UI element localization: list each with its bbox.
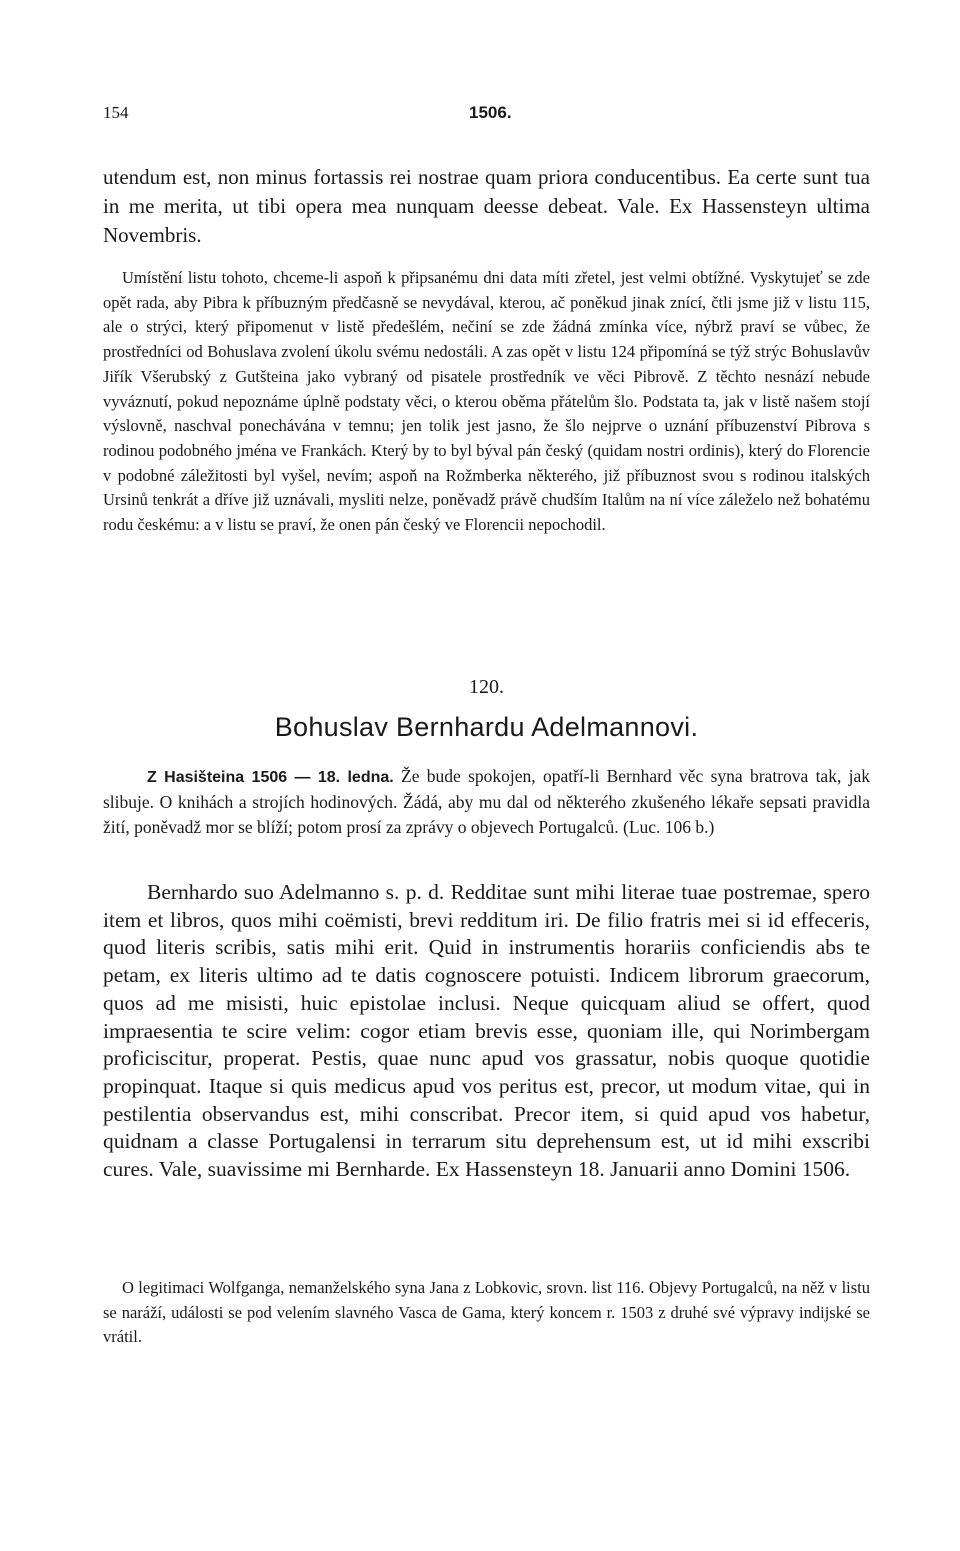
- footnote: O legitimaci Wolfganga, nemanželského syna Jana z Lobkovic, srovn. list 116. Objevy Portugalců, na něž v listu se naráží, události se pod velením slavného Vasca de Gama, který koncem r. 1503 z druhé své výpravy indijské se vrátil.: [103, 1278, 870, 1346]
- letter-body: Bernhardo suo Adelmanno s. p. d. Redditae sunt mihi literae tuae postremae, spero item et libros, quos mihi coëmisti, brevi redditum iri. De filio fratris mei si id effeceris, quod literis scribis, satis mihi erit. Quid in instrumentis horariis conficiendis abs te petam, ex literis ultimo ad te datis cognoscere potuisti. Indicem librorum graecorum, quos ad me misisti, huic epistolae inclusi. Neque quicquam aliud se offert, quod impraesentia te scire velim: cogor etiam brevis esse, quoniam ille, qui Norimbergam proficiscitur, properat. Pestis, quae nunc apud vos grassatur, nobis quoque quotidie propinquat. Itaque si quis medicus apud vos peritus est, precor, ut modum vitae, qui in pestilentia observandus est, mihi conscribat. Precor item, si quid apud vos habetur, quidnam a classe Portugalensi in terrarum situ deprehensum est, ut id mihi exscribi cures. Vale, suavissime mi Bernharde. Ex Hassensteyn 18. Januarii anno Domini 1506.: [103, 880, 870, 1182]
- running-head-year: 1506.: [469, 103, 512, 122]
- letter-title: Bohuslav Bernhardu Adelmannovi.: [274, 712, 699, 742]
- place-date: Z Hasišteina 1506 — 18. ledna.: [147, 769, 394, 786]
- commentary-paragraph: Umístění listu tohoto, chceme-li aspoň k připsanému dni data míti zřetel, jest velmi obtížné. Vyskytujeť se zde opět rada, aby Pibra k příbuzným předčasně se nevydával, kterou, ač poněkud jinak znící, čtli jsme již v listu 115, ale o strýci, který připomenut v listě předešlém, nečiní se zde žádná zmínka více, nýbrž praví se vůbec, že prostředníci od Bohuslava zvolení úkolu svému nedostáli. A zas opět v listu 124 připomíná se týž strýc Bohuslavův Jiřík Všerubský z Gutšteina jako vybraný od pisatele prostředník ve věci Pibrově. Z těchto nesnází nebude vyváznutí, pokud nepoznáme úplně podstaty věci, o kterou oběma přátelům šlo. Podstata ta, jak v listě našem stojí výslovně, naschval ponechávána v temnu; jen tolik jest jasno, že šlo nejprve o uznání příbuzenství Pibrova s rodinou podobného jména ve Frankách. Který by to byl býval pán český (quidam nostri ordinis), který do Florencie v podobné záležitosti byl vyšel, nevím; aspoň na Rožmberka některého, již příbuznost svou s rodinou italských Ursinů tenkrát a dříve již uznávali, mysliti nelze, poněvadž právě chudším Italům na ní více záleželo než bohatému rodu českému: a v listu se praví, že onen pán český ve Florencii nepochodil.: [103, 268, 870, 535]
- page-number: 154: [103, 103, 129, 122]
- previous-letter-ending: utendum est, non minus fortassis rei nostrae quam priora conducentibus. Ea certe sunt tua in me merita, ut tibi opera mea nunquam deesse debeat. Vale. Ex Hassensteyn ultima Novembris.: [103, 165, 870, 247]
- running-head: [103, 103, 870, 127]
- regest-text: Že bude spokojen, opatří-li Bernhard věc syna bratrova tak, jak slibuje. O knihách a strojích hodinových. Žádá, aby mu dal od některého zkušeného lékaře sepsati pravidla žití, poněvadž mor se blíží; potom prosí za zprávy o objevech Portugalců. (Luc. 106 b.): [103, 766, 870, 837]
- letter-regest: [103, 764, 870, 840]
- letter-number: 120.: [469, 676, 504, 698]
